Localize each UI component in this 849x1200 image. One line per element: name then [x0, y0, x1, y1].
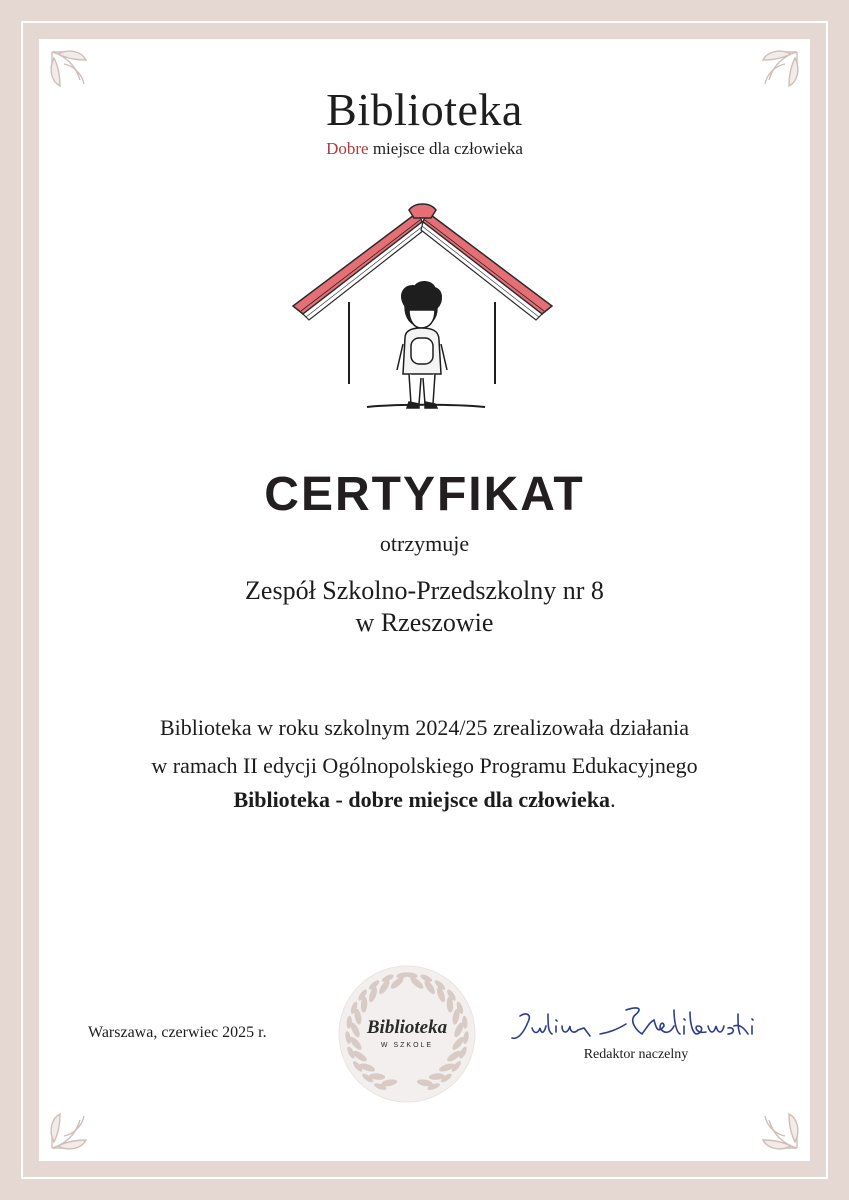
corner-ornament-icon — [46, 1094, 106, 1154]
seal-title: Biblioteka — [366, 1017, 448, 1038]
brand-tagline — [0, 138, 849, 160]
seal-subtitle: W SZKOLE — [380, 1042, 434, 1049]
program-name-period: . — [610, 787, 616, 812]
place-and-date: Warszawa, czerwiec 2025 r. — [88, 1024, 267, 1041]
signature-juliusz-wasilewski — [508, 1004, 760, 1050]
brand-title: Biblioteka — [326, 84, 523, 135]
recipient-city: w Rzeszowie — [355, 608, 494, 637]
body-text-line: w ramach II edycji Ogólnopolskiego Programu Edukacyjnego — [151, 753, 698, 778]
signer-role: Redaktor naczelny — [583, 1047, 689, 1062]
book-house-boy-illustration — [285, 198, 560, 416]
laurel-seal-icon — [336, 963, 478, 1105]
recipient-name: Zespół Szkolno-Przedszkolny nr 8 — [245, 576, 604, 605]
program-name: Biblioteka - dobre miejsce dla człowieka — [233, 787, 611, 812]
body-text-line: Biblioteka w roku szkolnym 2024/25 zrealizowała działania — [159, 715, 690, 740]
brand-tagline-accent: Dobre — [326, 139, 369, 158]
program-name-line — [0, 785, 849, 815]
certificate-receives: otrzymuje — [379, 531, 470, 556]
certificate-heading: CERTYFIKAT — [264, 468, 585, 521]
brand-tagline-rest: miejsce dla człowieka — [368, 139, 523, 158]
boy-figure-icon — [397, 282, 447, 408]
corner-ornament-icon — [743, 1094, 803, 1154]
